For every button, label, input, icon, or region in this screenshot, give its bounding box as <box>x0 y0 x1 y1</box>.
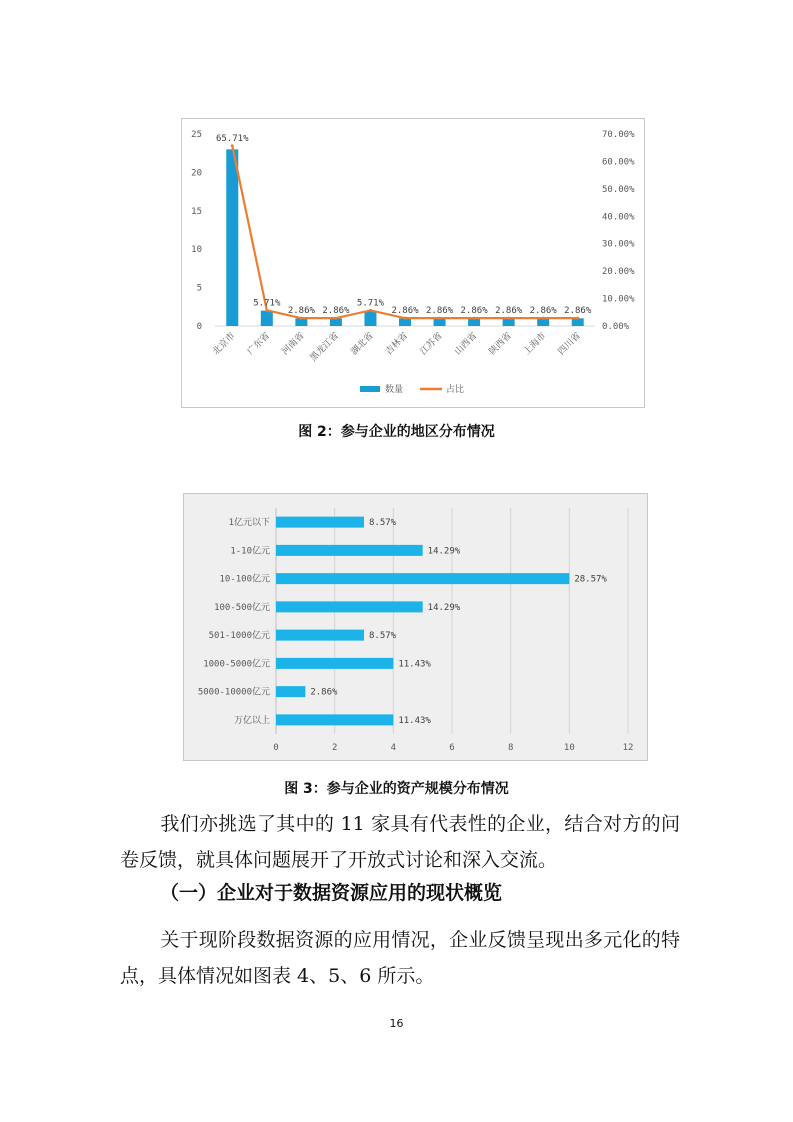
bar-count <box>226 149 238 326</box>
figure-3-caption: 图 3：参与企业的资产规模分布情况 <box>284 781 509 797</box>
x-category-label: 北京市 <box>211 331 238 358</box>
data-label: 8.57% <box>369 518 397 529</box>
x-tick-label: 4 <box>390 743 397 753</box>
x-category-label: 湖北省 <box>349 331 376 358</box>
x-category-label: 四川省 <box>556 331 583 358</box>
y-right-tick-label: 30.00% <box>602 239 635 250</box>
data-label: 2.86% <box>322 306 350 317</box>
y-left-tick-label: 0 <box>196 322 202 332</box>
y-right-tick-label: 10.00% <box>602 294 635 305</box>
x-category-label: 江苏省 <box>418 331 445 358</box>
line-point <box>334 317 337 320</box>
data-label: 2.86% <box>287 306 315 317</box>
asset-bar <box>276 714 393 725</box>
line-point <box>473 317 476 320</box>
page-number: 16 <box>389 1017 404 1030</box>
legend-swatch-bar <box>360 386 380 392</box>
legend-label-bar: 数量 <box>385 385 404 395</box>
line-point <box>231 144 234 147</box>
y-category-label: 1000-5000亿元 <box>203 659 270 670</box>
y-left-tick-label: 25 <box>191 130 202 140</box>
legend-label-line: 占比 <box>446 385 465 395</box>
y-right-tick-label: 50.00% <box>602 184 635 195</box>
x-tick-label: 2 <box>331 743 338 753</box>
asset-bar <box>276 630 364 641</box>
line-share <box>232 146 577 318</box>
y-left-tick-label: 10 <box>191 245 202 256</box>
x-category-label: 广东省 <box>245 331 272 358</box>
x-category-label: 陕西省 <box>487 331 514 358</box>
x-category-label: 上海市 <box>522 331 549 358</box>
y-category-label: 501-1000亿元 <box>208 631 270 642</box>
body-paragraph-2-text: 关于现阶段数据资源的应用情况，企业反馈呈现出多元化的特点，具体情况如图表 4、5、6 所示。 <box>120 929 680 987</box>
y-right-tick-label: 40.00% <box>602 212 635 223</box>
x-tick-label: 8 <box>507 743 514 753</box>
data-label: 2.86% <box>495 306 523 317</box>
data-label: 65.71% <box>216 133 249 144</box>
data-label: 11.43% <box>398 659 431 670</box>
data-label: 28.57% <box>574 574 607 585</box>
x-tick-label: 12 <box>622 743 634 753</box>
data-label: 2.86% <box>564 306 592 317</box>
y-right-tick-label: 20.00% <box>602 267 635 278</box>
x-category-label: 吉林省 <box>383 331 411 358</box>
line-point <box>404 317 407 320</box>
line-point <box>369 309 372 312</box>
line-point <box>265 309 268 312</box>
y-category-label: 1亿元以下 <box>228 518 270 529</box>
y-category-label: 万亿以上 <box>233 715 270 726</box>
x-tick-label: 0 <box>273 743 279 753</box>
asset-bar <box>276 601 423 612</box>
y-right-tick-label: 70.00% <box>602 130 635 140</box>
body-paragraph-1-text: 我们亦挑选了其中的 11 家具有代表性的企业，结合对方的问卷反馈，就具体问题展开了开放式讨论和深入交流。 <box>120 813 680 871</box>
y-right-tick-label: 0.00% <box>602 322 630 332</box>
section-heading: （一）企业对于数据资源应用的现状概览 <box>160 882 503 904</box>
asset-bar <box>276 545 423 556</box>
x-category-label: 河南省 <box>280 331 307 358</box>
bar-count <box>364 311 376 326</box>
line-point <box>438 317 441 320</box>
x-category-label: 黑龙江省 <box>308 331 342 364</box>
data-label: 2.86% <box>460 306 488 317</box>
x-category-label: 山西省 <box>453 331 480 358</box>
bar-count <box>261 311 273 326</box>
y-left-tick-label: 5 <box>196 283 202 294</box>
x-tick-label: 6 <box>449 743 455 753</box>
data-label: 2.86% <box>529 306 557 317</box>
data-label: 2.86% <box>425 306 454 317</box>
asset-bar <box>276 686 305 697</box>
line-point <box>507 317 510 320</box>
asset-bar <box>276 517 364 528</box>
y-right-tick-label: 60.00% <box>602 157 635 168</box>
line-point <box>576 317 579 320</box>
y-category-label: 5000-10000亿元 <box>197 687 270 698</box>
y-category-label: 1-10亿元 <box>230 546 270 557</box>
data-label: 11.43% <box>398 715 431 726</box>
data-label: 2.86% <box>310 687 338 698</box>
y-category-label: 10-100亿元 <box>219 574 270 585</box>
asset-scale-chart <box>183 493 648 761</box>
y-left-tick-label: 15 <box>191 206 202 217</box>
figure-2-caption: 图 2：参与企业的地区分布情况 <box>298 424 495 440</box>
asset-bar <box>276 573 569 584</box>
data-label: 2.86% <box>391 306 419 317</box>
data-label: 5.71% <box>356 298 385 309</box>
data-label: 8.57% <box>369 631 397 642</box>
data-label: 5.71% <box>253 298 281 309</box>
line-point <box>542 317 545 320</box>
asset-chart-svg <box>184 494 647 760</box>
data-label: 14.29% <box>427 546 461 557</box>
asset-bar <box>276 658 393 669</box>
region-distribution-chart <box>181 118 645 408</box>
x-tick-label: 10 <box>563 743 575 753</box>
y-category-label: 100-500亿元 <box>214 602 270 613</box>
line-point <box>300 317 303 320</box>
body-paragraph-1 <box>120 806 680 878</box>
y-left-tick-label: 20 <box>191 168 202 179</box>
body-paragraph-2 <box>120 922 680 994</box>
data-label: 14.29% <box>427 602 461 613</box>
region-chart-svg <box>182 119 644 407</box>
